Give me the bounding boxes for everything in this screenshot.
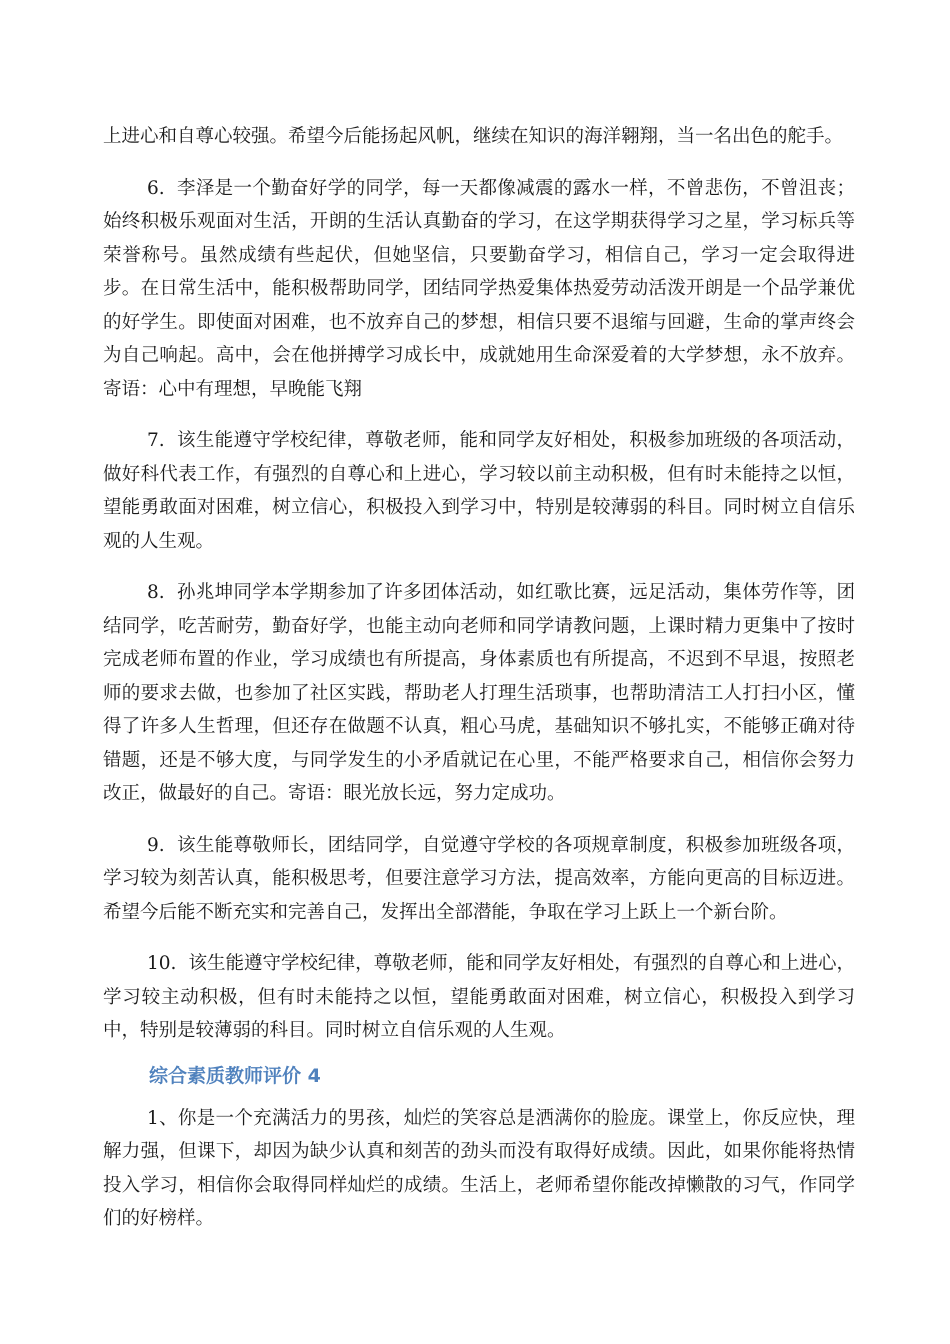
item-number: 7.: [147, 430, 165, 451]
paragraph-item-6: [103, 172, 855, 407]
item-text: 该生能遵守学校纪律，尊敬老师，能和同学友好相处，积极参加班级的各项活动，做好科代表工作，有强烈的自尊心和上进心，学习较以前主动积极，但有时未能持之以恒，望能勇敢面对困难，树立信心，积极投入到学习中，特别是较薄弱的科目。同时树立自信乐观的人生观。: [103, 430, 855, 552]
item-text: 孙兆坤同学本学期参加了许多团体活动，如红歌比赛，远足活动，集体劳作等，团结同学，吃苦耐劳，勤奋好学，也能主动向老师和同学请教问题，上课时精力更集中了按时完成老师布置的作业，学习成绩也有所提高，身体素质也有所提高，不迟到不早退，按照老师的要求去做，也参加了社区实践，帮助老人打理生活琐事，也帮助清洁工人打扫小区，懂得了许多人生哲理，但还存在做题不认真，粗心马虎，基础知识不够扎实，不能够正确对待错题，还是不够大度，与同学发生的小矛盾就记在心里，不能严格要求自己，相信你会努力改正，做最好的自己。寄语：眼光放长远，努力定成功。: [103, 582, 855, 804]
paragraph-item-7: [103, 424, 855, 558]
item-number: 6.: [147, 177, 165, 199]
section-heading: 综合素质教师评价 4: [149, 1064, 321, 1087]
item-number: 8.: [147, 582, 165, 603]
item-number: 9.: [147, 834, 165, 856]
paragraph-item-10: [103, 947, 855, 1048]
paragraph-section-item-1: 1、你是一个充满活力的男孩，灿烂的笑容总是洒满你的脸庞。课堂上，你反应快，理解力强，但课下，却因为缺少认真和刻苦的劲头而没有取得好成绩。因此，如果你能将热情投入学习，相信你会取得同样灿烂的成绩。生活上，老师希望你能改掉懒散的习气，作同学们的好榜样。: [103, 1107, 855, 1229]
document-page: [103, 120, 855, 1254]
item-text: 该生能尊敬师长，团结同学，自觉遵守学校的各项规章制度，积极参加班级各项，学习较为刻苦认真，能积极思考，但要注意学习方法，提高效率，方能向更高的目标迈进。希望今后能不断充实和完善自己，发挥出全部潜能，争取在学习上跃上一个新台阶。: [103, 834, 855, 923]
paragraph-item-8: [103, 576, 855, 811]
paragraph-item-9: [103, 829, 855, 930]
paragraph-continuation: 上进心和自尊心较强。希望今后能扬起风帆，继续在知识的海洋翱翔，当一名出色的舵手。: [103, 126, 844, 147]
item-text: 该生能遵守学校纪律，尊敬老师，能和同学友好相处，有强烈的自尊心和上进心，学习较主动积极，但有时未能持之以恒，望能勇敢面对困难，树立信心，积极投入到学习中，特别是较薄弱的科目。同时树立自信乐观的人生观。: [103, 953, 855, 1041]
item-text: 李泽是一个勤奋好学的同学，每一天都像减震的露水一样，不曾悲伤，不曾沮丧；始终积极乐观面对生活，开朗的生活认真勤奋的学习，在这学期获得学习之星，学习标兵等荣誉称号。虽然成绩有些起伏，但她坚信，只要勤奋学习，相信自己，学习一定会取得进步。在日常生活中，能积极帮助同学，团结同学热爱集体热爱劳动活泼开朗是一个品学兼优的好学生。即使面对困难，也不放弃自己的梦想，相信只要不退缩与回避，生命的掌声终会为自己响起。高中，会在他拼搏学习成长中，成就她用生命深爱着的大学梦想，永不放弃。寄语：心中有理想，早晚能飞翔: [103, 177, 855, 400]
item-number: 10.: [147, 953, 177, 974]
